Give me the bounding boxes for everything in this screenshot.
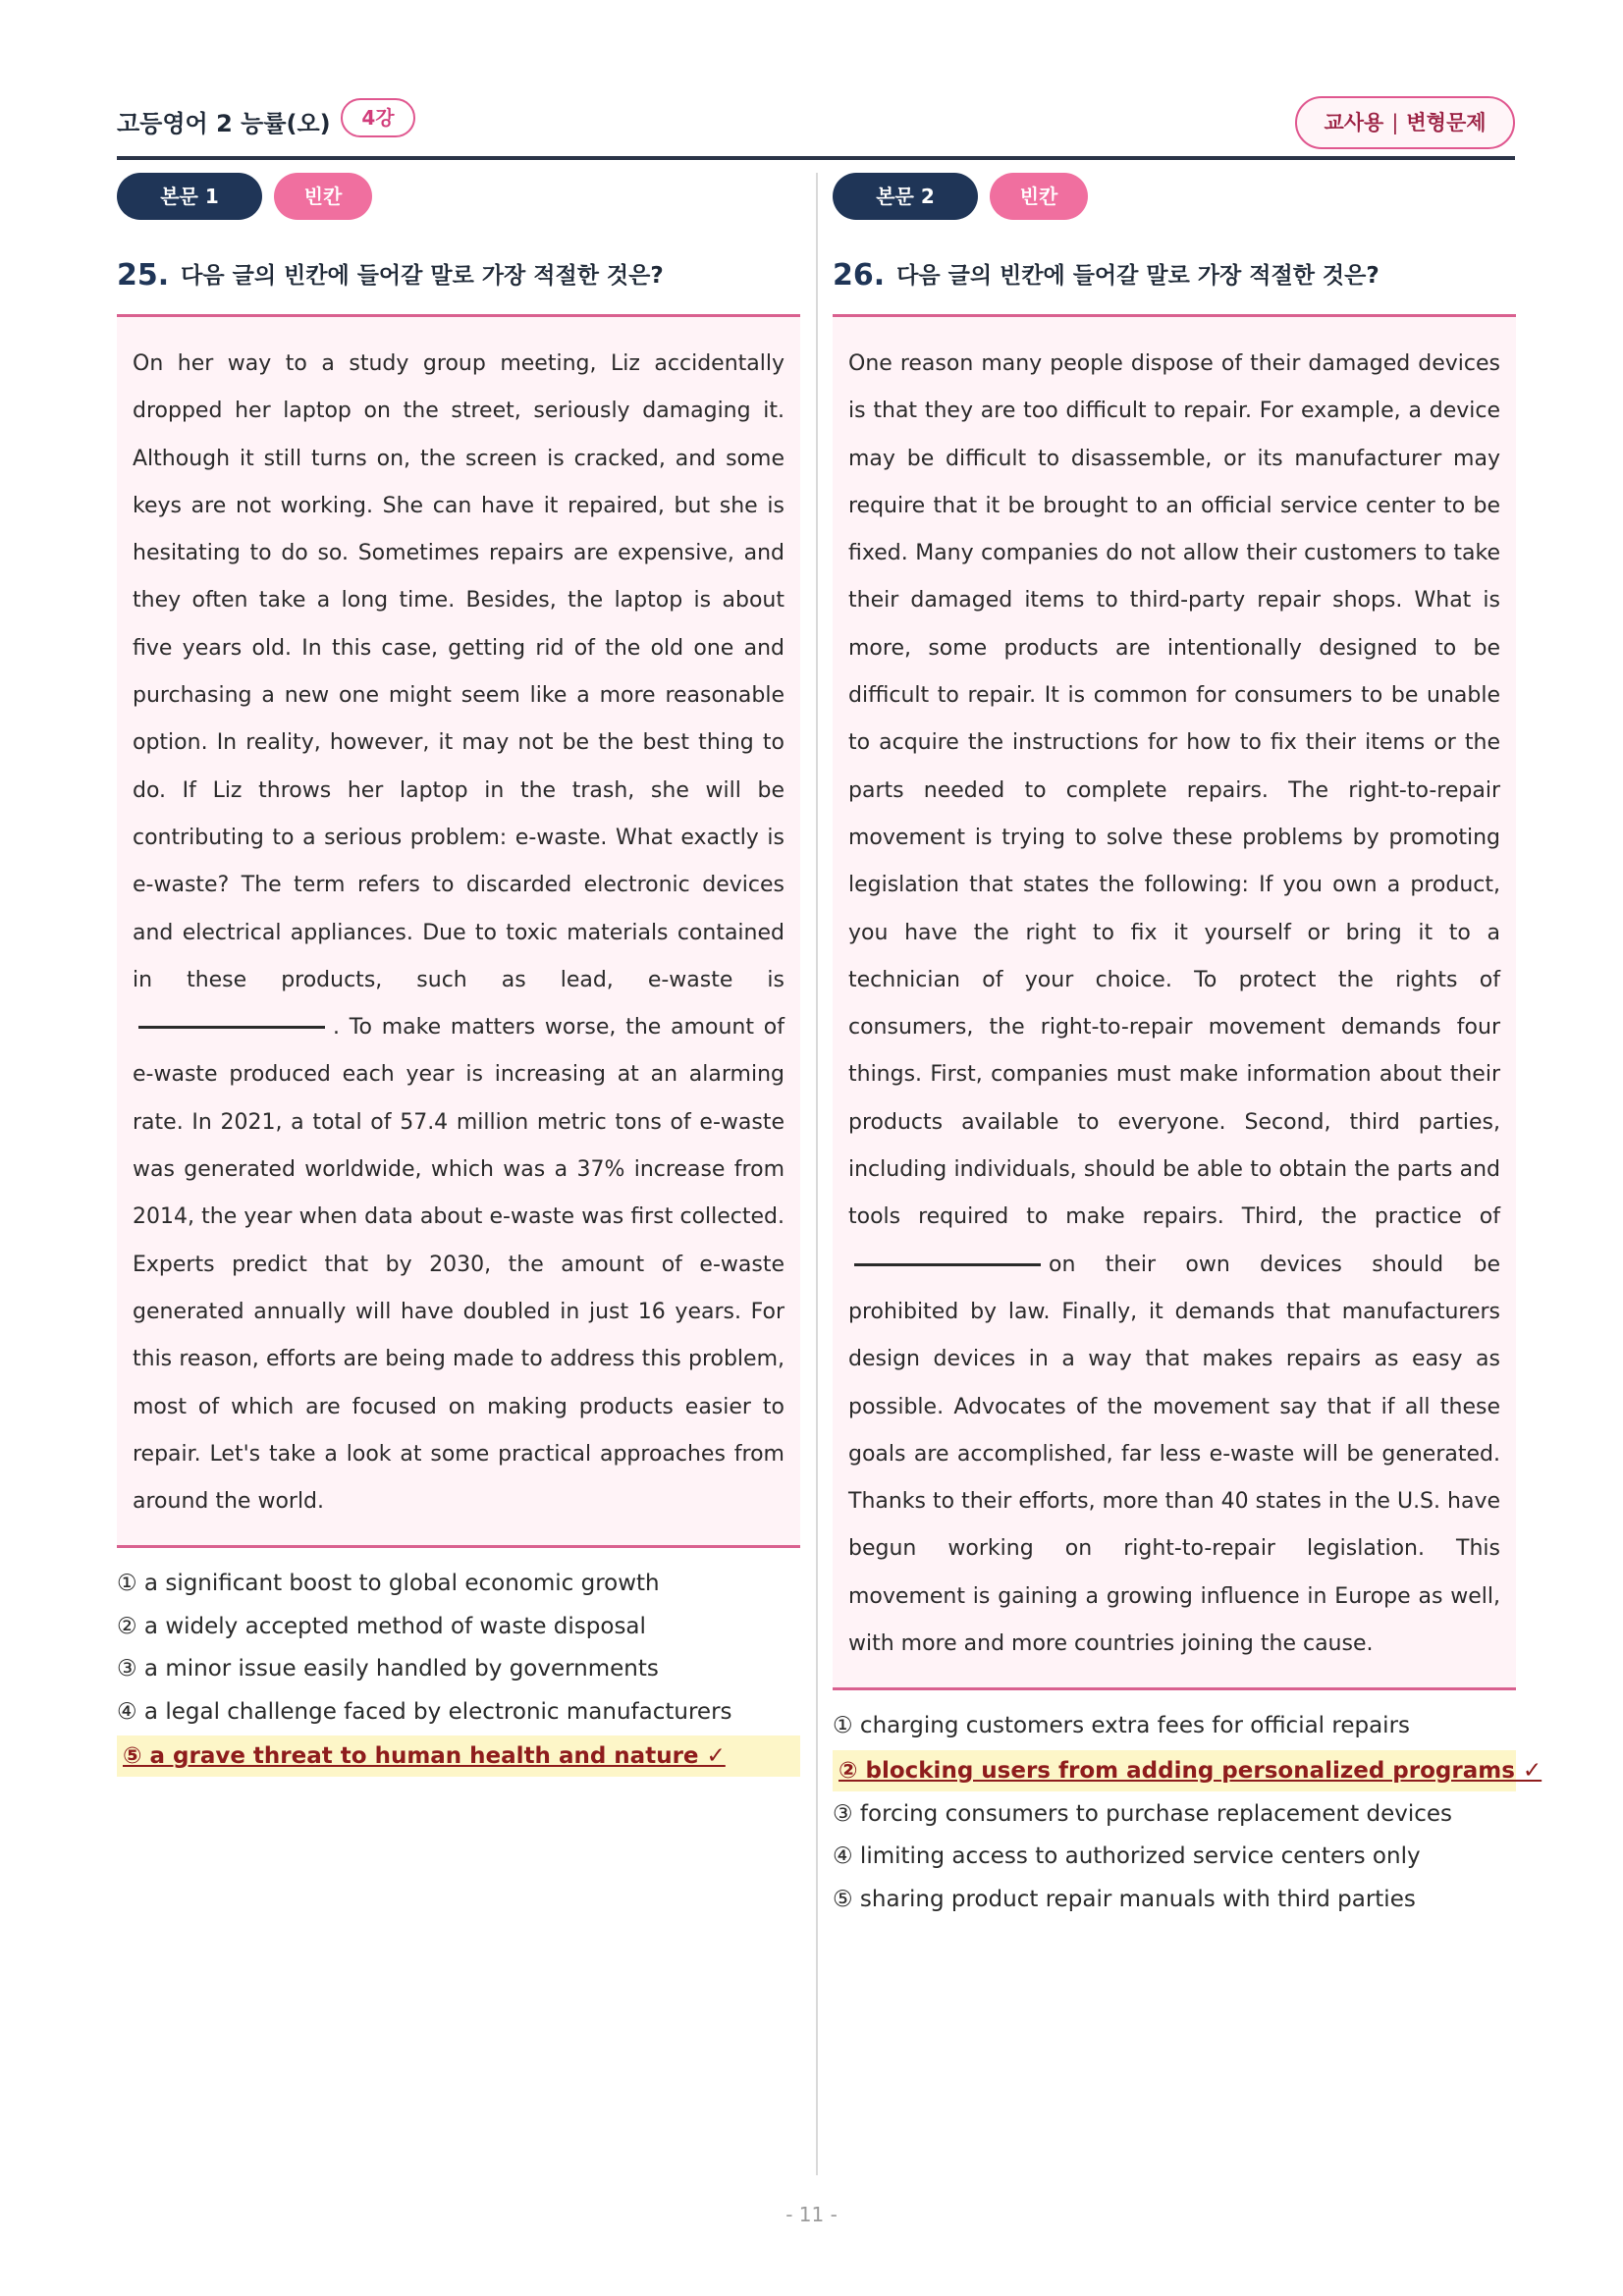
option-1[interactable]: ① charging customers extra fees for official repairs — [833, 1713, 1411, 1738]
question-number: 25. — [117, 258, 170, 293]
column-divider — [816, 173, 818, 2175]
passage-text-after: on their own devices should be prohibited by law. Finally, it demands that manufacturers design devices in a way that makes repairs as easy as possible. Advocates of the movement say that if all these goals are accomplished, far less e-waste will be generated. Thanks to their efforts, more than 40 states in the U.S. have begun working on right-to-repair legislation. This movement is gaining a growing influence in Europe as well, with more and more countries joining the cause. — [848, 1252, 1500, 1657]
mode-label-teacher: 교사용 — [1324, 111, 1384, 134]
passage-box — [117, 317, 800, 1545]
option-4[interactable]: ④ limiting access to authorized service centers only — [833, 1843, 1421, 1869]
page-header — [117, 96, 1515, 155]
type-tag: 빈칸 — [274, 173, 372, 220]
question-prompt: 다음 글의 빈칸에 들어갈 말로 가장 적절한 것은? — [896, 263, 1380, 289]
option-2[interactable]: ② a widely accepted method of waste disposal — [117, 1613, 646, 1639]
option-5[interactable]: ⑤ sharing product repair manuals with third parties — [833, 1886, 1416, 1912]
mode-badge — [1295, 96, 1515, 149]
passage-bottom-rule — [117, 1545, 800, 1548]
option-3[interactable]: ③ a minor issue easily handled by governments — [117, 1656, 659, 1682]
option-2-correct-answer[interactable]: ② blocking users from adding personalized programs ✓ — [833, 1750, 1516, 1791]
question-number: 26. — [833, 258, 886, 293]
header-rule — [117, 156, 1515, 160]
unit-badge: 4강 — [341, 98, 415, 137]
book-title: 고등영어 2 능률(오) — [117, 110, 331, 137]
option-5-correct-answer[interactable]: ⑤ a grave threat to human health and nature ✓ — [117, 1735, 800, 1777]
type-tag: 빈칸 — [990, 173, 1088, 220]
option-1[interactable]: ① a significant boost to global economic growth — [117, 1571, 660, 1596]
answer-blank — [854, 1263, 1041, 1266]
question-heading — [117, 257, 664, 296]
question-prompt: 다음 글의 빈칸에 들어갈 말로 가장 적절한 것은? — [181, 263, 664, 289]
passage-text-before: On her way to a study group meeting, Liz accidentally dropped her laptop on the street, seriously damaging it. Although it still turns on, the screen is cracked, and some keys are not working. She can have it repaired, but she is hesitating to do so. Sometimes repairs are expensive, and they often take a long time. Besides, the laptop is about five years old. In this case, getting rid of the old one and purchasing a new one might seem like a more reasonable option. In reality, however, it may not be the best thing to do. If Liz throws her laptop in the trash, she will be contributing to a serious problem: e-waste. What exactly is e-waste? The term refers to discarded electronic devices and electrical appliances. Due to toxic materials contained in these products, such as lead, e-waste is — [133, 351, 784, 992]
passage-text-after: . To make matters worse, the amount of e-waste produced each year is increasing at an alarming rate. In 2021, a total of 57.4 million metric tons of e-waste was generated worldwide, which was a 37% increase from 2014, the year when data about e-waste was first collected. Experts predict that by 2030, the amount of e-waste generated annually will have doubled in just 16 years. For this reason, efforts are being made to address this problem, most of which are focused on making products easier to repair. Let's take a look at some practical approaches from around the world. — [133, 1015, 784, 1515]
passage-bottom-rule — [833, 1687, 1516, 1690]
answer-blank — [138, 1026, 325, 1029]
option-4[interactable]: ④ a legal challenge faced by electronic manufacturers — [117, 1698, 732, 1725]
mode-label-variant: 변형문제 — [1406, 111, 1487, 134]
question-tags — [117, 173, 800, 222]
source-tag: 본문 1 — [117, 173, 262, 220]
page-number: - 11 - — [785, 2203, 838, 2226]
answer-options — [833, 1705, 1542, 1921]
passage-box — [833, 317, 1516, 1687]
question-26-column — [833, 173, 1542, 1912]
passage-text-before: One reason many people dispose of their damaged devices is that they are too difficult to repair. For example, a device may be difficult to disassemble, or its manufacturer may require that it be brought to an official service center to be fixed. Many companies do not allow their customers to take their damaged items to third-party repair shops. What is more, some products are intentionally designed to be difficult to repair. It is common for consumers to be unable to acquire the instructions for how to fix their items or the parts needed to complete repairs. The right-to-repair movement is trying to solve these problems by promoting legislation that states the following: If you own a product, you have the right to fix it yourself or bring it to a technician of your choice. To protect the rights of consumers, the right-to-repair movement demands four things. First, companies must make information about their products available to everyone. Second, third parties, including individuals, should be able to obtain the parts and tools required to make repairs. Third, the practice of — [848, 351, 1500, 1230]
answer-options — [117, 1563, 800, 1779]
question-25-column — [117, 173, 800, 1769]
question-heading — [833, 257, 1380, 296]
option-3[interactable]: ③ forcing consumers to purchase replacement devices — [833, 1800, 1452, 1827]
mode-separator: | — [1391, 111, 1399, 134]
source-tag: 본문 2 — [833, 173, 978, 220]
question-tags — [833, 173, 1516, 222]
